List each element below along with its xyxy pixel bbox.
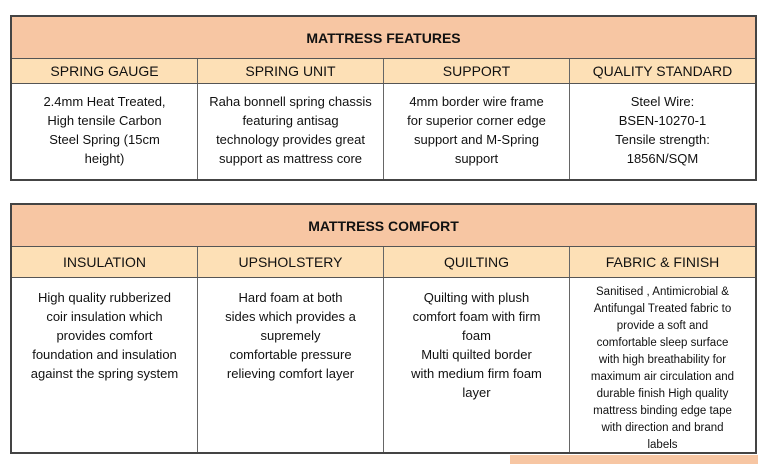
- cell-line: 4mm border wire frame: [409, 94, 544, 109]
- cell-line: layer: [462, 385, 491, 400]
- cell-upsholstery: [198, 278, 384, 452]
- cell-line: 1856N/SQM: [626, 151, 699, 166]
- cell-line: labels: [647, 439, 678, 451]
- cell-line: support as mattress core: [218, 151, 363, 166]
- cell-line: height): [84, 151, 125, 166]
- cell-line: support and M-Spring: [413, 132, 539, 147]
- header-quality-standard: QUALITY STANDARD: [592, 63, 733, 79]
- cell-quilting: [384, 278, 570, 452]
- table-title: MATTRESS COMFORT: [12, 205, 755, 247]
- cell-line: foam: [462, 328, 491, 343]
- header-quilting: QUILTING: [384, 247, 570, 277]
- cell-line: relieving comfort layer: [226, 366, 355, 381]
- cell-line: Antifungal Treated fabric to: [593, 303, 732, 315]
- header-upsholstery: UPSHOLSTERY: [198, 247, 384, 277]
- cell-line: High tensile Carbon: [47, 113, 162, 128]
- header-row: [12, 59, 755, 84]
- cell-line: against the spring system: [30, 366, 179, 381]
- cell-line: foundation and insulation: [32, 347, 177, 362]
- cell-fabric-finish: [570, 278, 755, 452]
- header-fabric-finish: FABRIC & FINISH: [605, 254, 720, 270]
- cell-line: Steel Wire:: [630, 94, 695, 109]
- cell-line: technology provides great: [216, 132, 365, 147]
- cell-spring-gauge: [12, 84, 198, 179]
- table-title: MATTRESS FEATURES: [12, 17, 755, 59]
- header-spring-gauge: SPRING GAUGE: [12, 59, 198, 83]
- cell-line: for superior corner edge: [407, 113, 546, 128]
- cell-line: support: [454, 151, 499, 166]
- cell-line: supremely: [260, 328, 321, 343]
- cell-line: comfortable sleep surface: [596, 337, 729, 349]
- header-support: SUPPORT: [384, 59, 570, 83]
- cell-line: with direction and brand: [601, 422, 724, 434]
- cell-line: maximum air circulation and: [590, 371, 735, 383]
- cell-line: comfort foam with firm: [412, 309, 541, 324]
- cell-line: BSEN-10270-1: [618, 113, 707, 128]
- cell-line: Steel Spring (15cm: [49, 132, 160, 147]
- cell-line: durable finish High quality: [596, 388, 729, 400]
- cell-line: featuring antisag: [242, 113, 339, 128]
- cell-line: Multi quilted border: [421, 347, 532, 362]
- header-spring-unit: SPRING UNIT: [198, 59, 384, 83]
- cell-support: [384, 84, 570, 179]
- cell-line: comfortable pressure: [229, 347, 352, 362]
- cell-line: mattress binding edge tape: [593, 405, 732, 417]
- cell-insulation: [12, 278, 198, 452]
- cell-line: 2.4mm Heat Treated,: [43, 94, 166, 109]
- cell-line: High quality rubberized: [38, 290, 171, 305]
- cell-line: Tensile strength:: [615, 132, 710, 147]
- cell-line: provide a soft and: [616, 320, 709, 332]
- cell-line: Sanitised , Antimicrobial &: [596, 286, 729, 298]
- cell-line: with high breathability for: [598, 354, 727, 366]
- next-table-edge: [510, 455, 758, 464]
- cell-line: coir insulation which: [46, 309, 163, 324]
- cell-line: sides which provides a: [225, 309, 356, 324]
- cell-line: Raha bonnell spring chassis: [209, 94, 372, 109]
- mattress-features-table: [10, 15, 757, 181]
- header-row: [12, 247, 755, 278]
- cell-spring-unit: [198, 84, 384, 179]
- cell-line: Hard foam at both: [238, 290, 343, 305]
- body-row: [12, 278, 755, 452]
- body-row: [12, 84, 755, 179]
- header-insulation: INSULATION: [12, 247, 198, 277]
- cell-line: with medium firm foam: [411, 366, 542, 381]
- mattress-comfort-table: [10, 203, 757, 454]
- cell-quality-standard: [570, 84, 755, 179]
- cell-line: provides comfort: [56, 328, 153, 343]
- cell-line: Quilting with plush: [423, 290, 530, 305]
